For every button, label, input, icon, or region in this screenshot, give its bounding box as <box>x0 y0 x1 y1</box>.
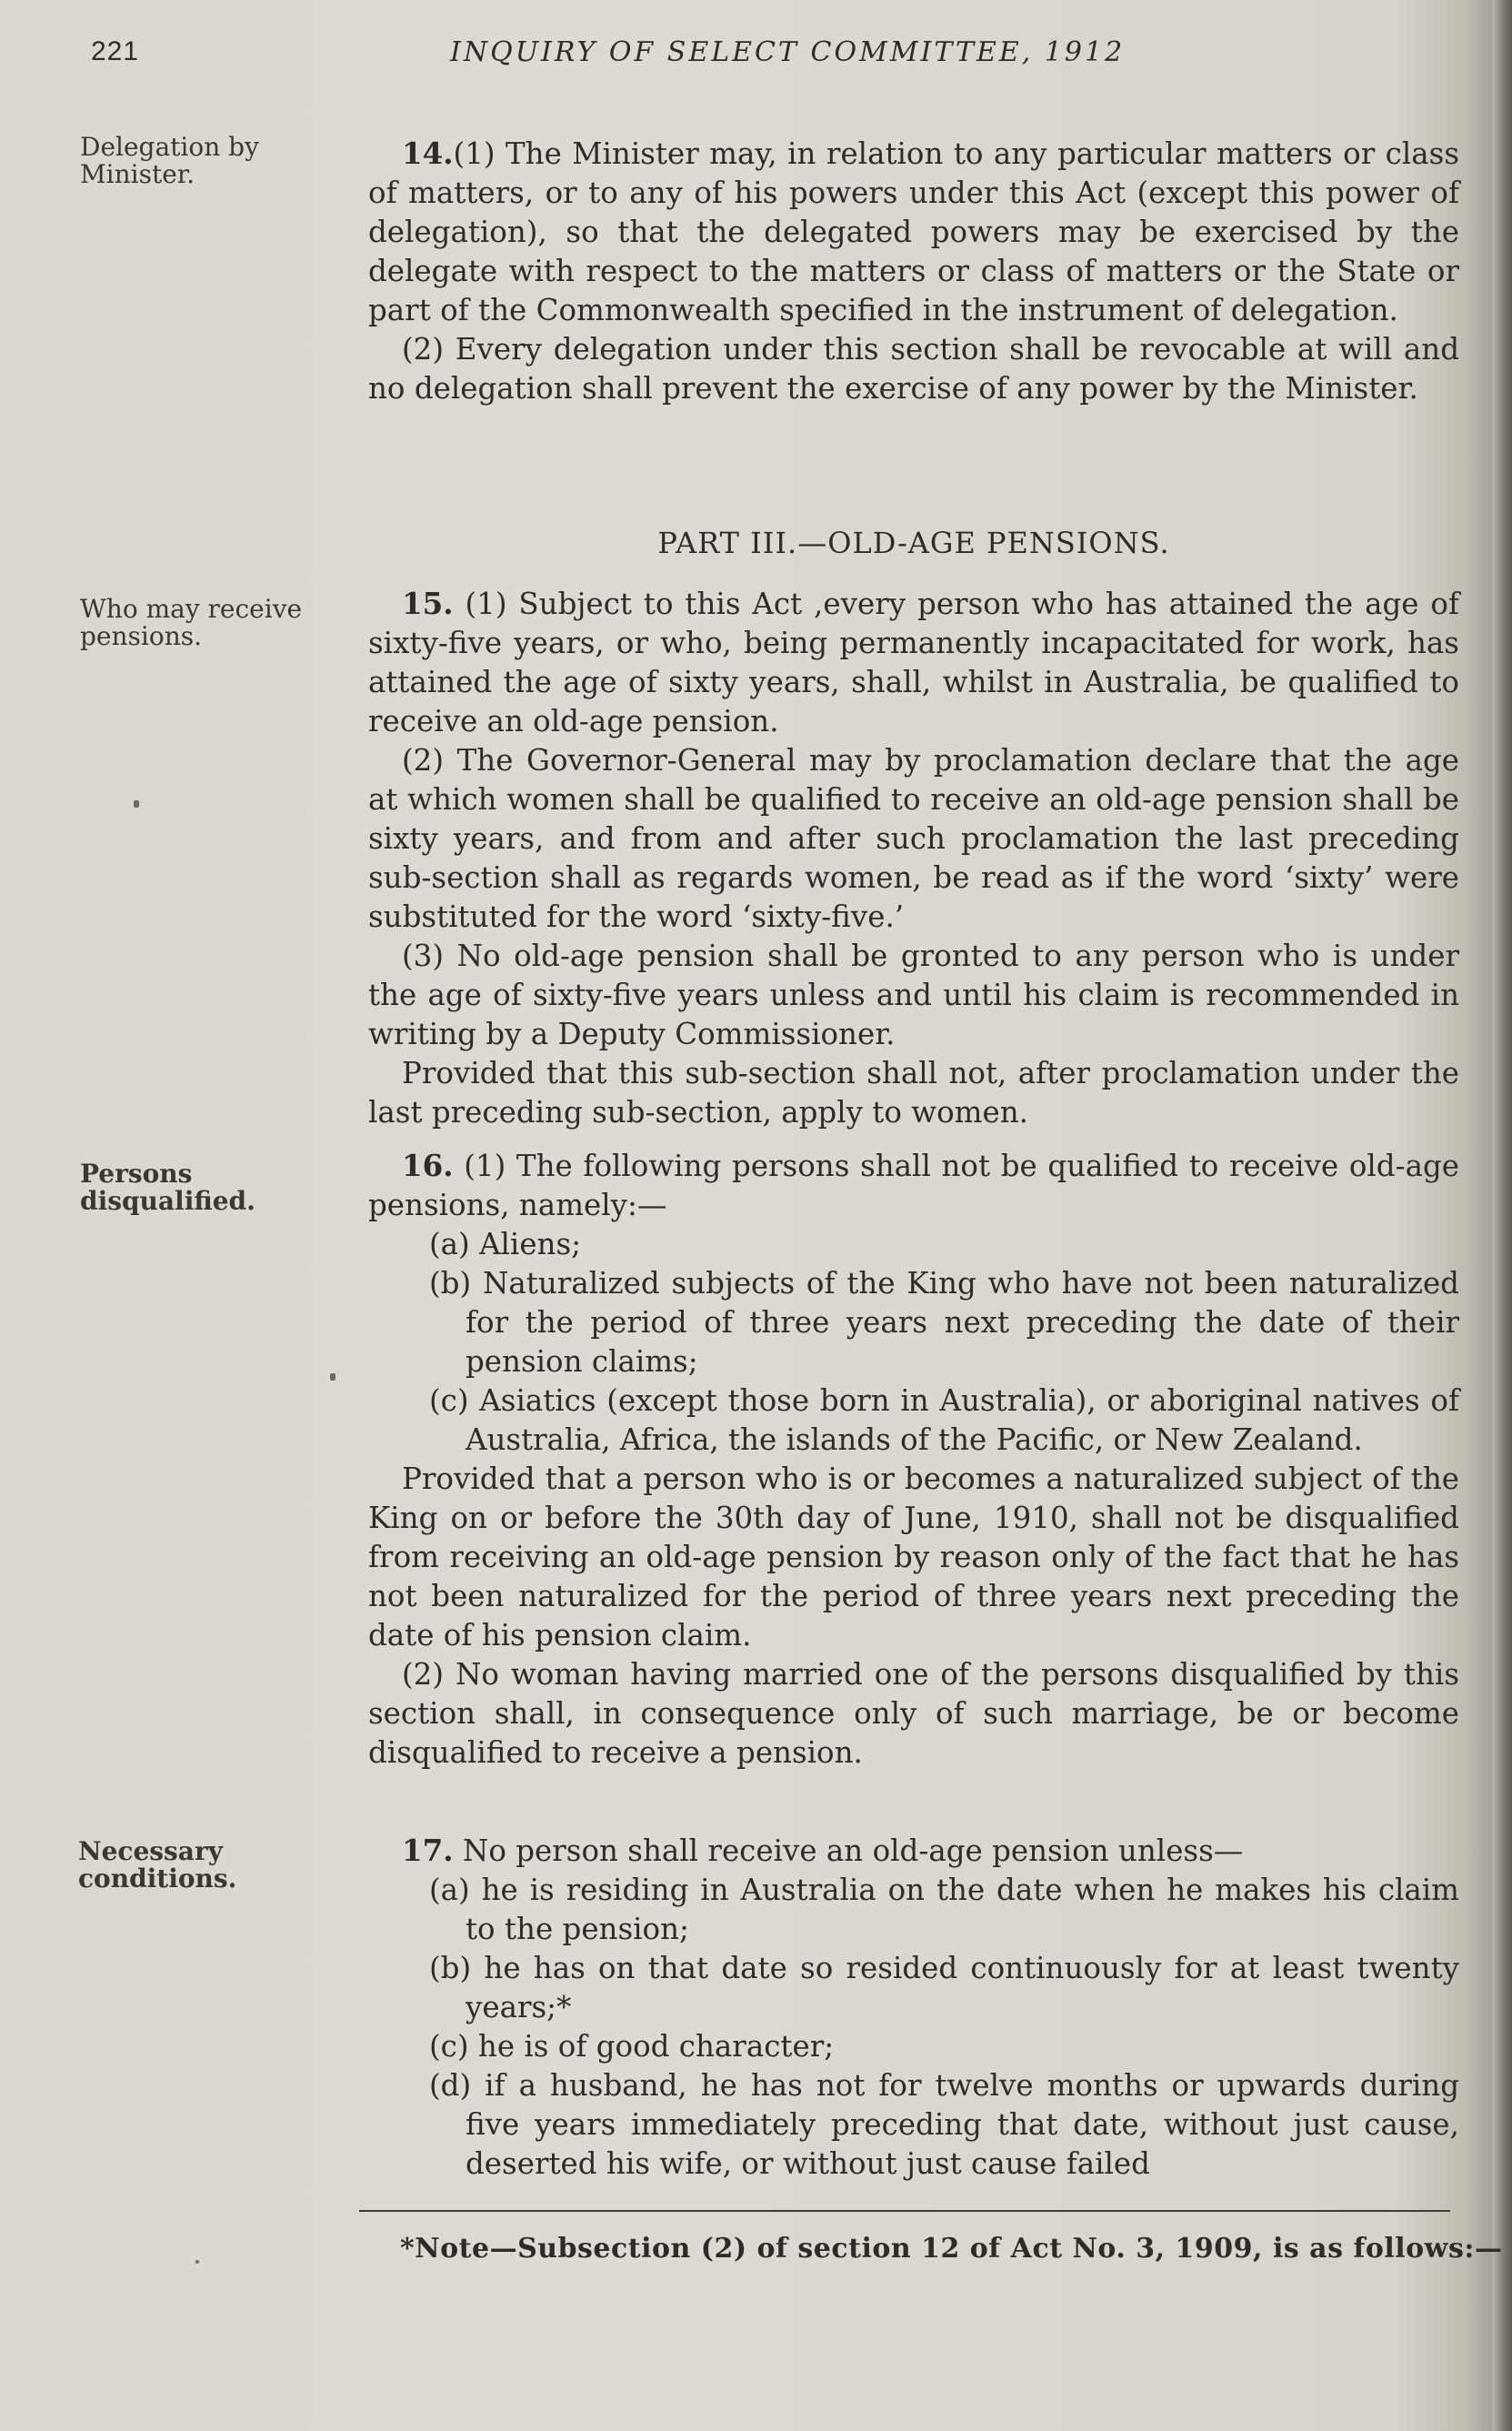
section-16-subsection-2: (2) No woman having married one of the persons disqualified by this section shall, in consequence only of such marriage, be or become disqualified to receive a pension. <box>368 1657 1459 1770</box>
list-item: (c) Asiatics (except those born in Australia), or aboriginal natives of Australia, Africa, the islands of the Pacific, or New Zealand. <box>429 1383 1459 1457</box>
list-item: (a) he is residing in Australia on the date when he makes his claim to the pension; <box>429 1873 1459 1946</box>
section-15-proviso: Provided that this sub-section shall not, after proclamation under the last preceding sub-section, apply to women. <box>368 1056 1459 1130</box>
scan-speck <box>134 800 139 808</box>
section-14-subsection-1: 14.(1) The Minister may, in relation to any particular matters or class of matters, or to any of his powers under this Act (except this power of delegation), so that the delegated powers may be exercised by the delegate with respect to the matters or class of matters or the State or part of the Commonwealth specified in the instrument of delegation. <box>368 136 1459 327</box>
section-16-proviso: Provided that a person who is or becomes a naturalized subject of the King on or before the 30th day of June, 1910, shall not be disqualified from receiving an old-age pension by reason only of the fact that he has not been naturalized for the period of three years next preceding the date of his pension claim. <box>368 1462 1459 1652</box>
part-heading-block <box>368 524 1459 563</box>
section-17 <box>368 1831 1459 2184</box>
margin-note-delegation: Delegation by Minister. <box>80 132 259 189</box>
scan-speck <box>330 1373 335 1381</box>
running-head: INQUIRY OF SELECT COMMITTEE, 1912 <box>450 36 1126 68</box>
part-heading: PART III.—OLD-AGE PENSIONS. <box>657 526 1170 560</box>
list-item: (b) he has on that date so resided continuously for at least twenty years;* <box>429 1951 1459 2024</box>
section-17-intro: 17. No person shall receive an old-age pension unless— <box>402 1833 1244 1868</box>
list-item: (c) he is of good character; <box>429 2029 835 2064</box>
footnote-rule <box>359 2210 1450 2212</box>
section-15-subsection-2: (2) The Governor-General may by proclamation declare that the age at which women shall be qualified to receive an old-age pension shall be sixty years, and from and after such proclamation the last preceding sub-section shall as regards women, be read as if the word ‘sixty’ were substituted for the word ‘sixty-five.’ <box>368 743 1459 934</box>
section-number: 16. <box>402 1148 454 1183</box>
scan-speck <box>195 2260 199 2264</box>
section-16-subsection-1: 16. (1) The following persons shall not be qualified to receive old-age pensions, namely:— <box>368 1148 1459 1222</box>
section-15-subsection-1: 15. (1) Subject to this Act ,every person who has attained the age of sixty-five years, or who, being permanently incapacitated for work, has attained the age of sixty years, shall, whilst in Australia, be qualified to receive an old-age pension. <box>368 586 1459 738</box>
section-14 <box>368 134 1459 408</box>
section-15 <box>368 584 1459 1132</box>
section-14-subsection-2: (2) Every delegation under this section shall be revocable at will and no delegation shall prevent the exercise of any power by the Minister. <box>368 332 1459 406</box>
margin-note-persons-disqualified: Persons disqualified. <box>80 1159 255 1216</box>
section-16 <box>368 1146 1459 1773</box>
list-item: (d) if a husband, he has not for twelve months or upwards during five years immediately preceding that date, without just cause, deserted his wife, or without just cause failed <box>429 2068 1459 2181</box>
margin-note-who-may-receive: Who may receive pensions. <box>80 594 303 651</box>
section-number: 17. <box>402 1833 454 1868</box>
list-item: (b) Naturalized subjects of the King who have not been naturalized for the period of three years next preceding the date of their pension claims; <box>429 1266 1459 1379</box>
list-item: (a) Aliens; <box>429 1227 582 1261</box>
section-number: 14. <box>402 136 454 171</box>
page-header <box>91 36 1473 82</box>
page-number: 221 <box>91 36 140 66</box>
section-number: 15. <box>402 586 454 621</box>
footnote: *Note—Subsection (2) of section 12 of Act No. 3, 1909, is as follows:— <box>400 2233 1503 2265</box>
margin-note-necessary-conditions: Necessary conditions. <box>78 1836 237 1894</box>
section-15-subsection-3: (3) No old-age pension shall be gronted to any person who is under the age of sixty-five years unless and until his claim is recommended in writing by a Deputy Commissioner. <box>368 939 1459 1051</box>
page-edge-shadow <box>1492 0 1512 2431</box>
